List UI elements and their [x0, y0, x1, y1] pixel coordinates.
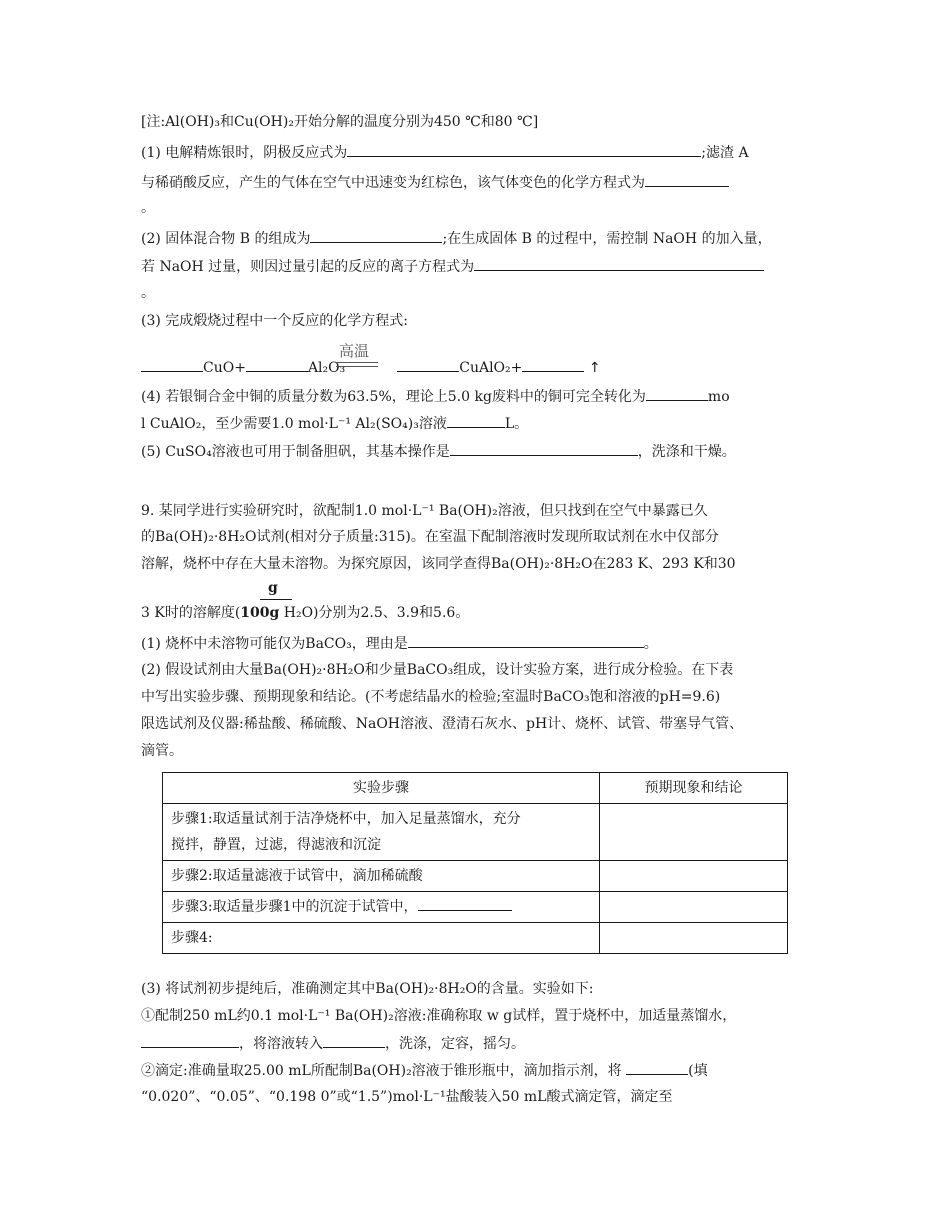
q9-line2: 的Ba(OH)₂·8H₂O试剂(相对分子质量:315)。在室温下配制溶液时发现所取试剂在水中仅部分 — [141, 529, 719, 545]
table-cell-conclusion3[interactable] — [600, 892, 788, 923]
q8-part2-text-b: ;在生成固体 B 的过程中，需控制 NaOH 的加入量， — [442, 231, 772, 247]
q9-part1-end: 。 — [643, 636, 658, 652]
fraction-numerator: g — [268, 580, 278, 596]
table-cell-conclusion2[interactable] — [600, 861, 788, 892]
step3-blank[interactable] — [418, 896, 512, 911]
gas-up-arrow-icon: ↑ — [584, 360, 601, 376]
q9-part3-text-c1: ，将溶液转入 — [239, 1036, 323, 1052]
q8-part4-text-a: (4) 若银铜合金中铜的质量分数为63.5%，理论上5.0 kg废料中的铜可完全转化为 — [141, 389, 646, 405]
eq-double-bar — [336, 362, 378, 367]
q8-part1-text-b: ;滤渣 A — [701, 145, 749, 161]
experiment-table — [162, 772, 788, 954]
eq-cualo2: CuAlO₂+ — [459, 360, 523, 376]
q9-line1: 9. 某同学进行实验研究时，欲配制1.0 mol·L⁻¹ Ba(OH)₂溶液，但只找到在空气中暴露已久 — [141, 503, 708, 519]
q9-part3-line3 — [141, 1033, 525, 1054]
fraction-bar — [260, 599, 292, 600]
eq-condition-label: 高温 — [339, 342, 370, 360]
table-cell-step2: 步骤2:取适量滤液于试管中，滴加稀硫酸 — [163, 861, 600, 892]
q9-part3-line2: ①配制250 mL约0.1 mol·L⁻¹ Ba(OH)₂溶液:准确称取 w g试样，置于烧杯中，加适量蒸馏水， — [141, 1008, 737, 1024]
table-row — [163, 892, 788, 923]
q9-part2-line4: 滴管。 — [141, 743, 183, 759]
q8-part2-blank-ionic[interactable] — [474, 256, 764, 271]
table-row — [163, 923, 788, 954]
q9-part3-line4 — [141, 1060, 708, 1081]
step3-text: 步骤3:取适量步骤1中的沉淀于试管中， — [171, 899, 418, 915]
q9-part2-line2: 中写出实验步骤、预期现象和结论。(不考虑结晶水的检验;室温时BaCO₃饱和溶液的pH=9.6) — [141, 689, 721, 705]
q8-part3-text: (3) 完成煅烧过程中一个反应的化学方程式: — [141, 313, 408, 329]
q9-line4-text-b: H₂O)分别为2.5、3.9和5.6。 — [279, 605, 470, 621]
q9-part1-blank-reason[interactable] — [408, 633, 644, 648]
table-row — [163, 861, 788, 892]
q9-part1-text: (1) 烧杯中未溶物可能仅为BaCO₃，理由是 — [141, 636, 408, 652]
table-cell-conclusion1[interactable] — [600, 804, 788, 861]
q8-part1-end: 。 — [141, 200, 155, 216]
q8-part1-text-c: 与稀硝酸反应，产生的气体在空气中迅速变为红棕色，该气体变色的化学方程式为 — [141, 175, 645, 191]
q8-part4-text-d: L。 — [504, 416, 529, 432]
eq-al2o3: Al₂O₃ — [307, 360, 346, 376]
table-cell-step1 — [163, 804, 600, 861]
q9-part3-line5: “0.020”、“0.05”、“0.198 0”或“1.5”)mol·L⁻¹盐酸装入50 mL酸式滴定管，滴定至 — [141, 1089, 673, 1105]
q9-line4-text-a: 3 K时的溶解度( — [141, 605, 241, 621]
q8-part2-end: 。 — [141, 285, 155, 301]
q9-part1-line — [141, 633, 658, 654]
q8-part1-blank-equation[interactable] — [645, 172, 729, 187]
eq-cuo: CuO+ — [203, 360, 246, 376]
q8-part1-line1 — [141, 142, 749, 163]
q8-part4-line1 — [141, 386, 730, 407]
fraction-denominator: 100g — [240, 605, 280, 621]
table-row — [163, 804, 788, 861]
q8-part5-text-a: (5) CuSO₄溶液也可用于制备胆矾，其基本操作是 — [141, 444, 450, 460]
q9-line3: 溶解，烧杯中存在大量未溶物。为探究原因，该同学查得Ba(OH)₂·8H₂O在283 K、293 K和30 — [141, 556, 736, 572]
step1-line2: 搅拌，静置，过滤，得滤液和沉淀 — [171, 837, 381, 853]
eq-blank-al2o3[interactable] — [246, 357, 308, 372]
q8-part4-line2 — [141, 413, 528, 434]
table-cell-conclusion4[interactable] — [600, 923, 788, 954]
eq-blank-cuo[interactable] — [141, 357, 203, 372]
table-header-steps: 实验步骤 — [163, 773, 600, 804]
table-header-conclusion: 预期现象和结论 — [600, 773, 788, 804]
q8-part2-blank-composition[interactable] — [310, 228, 442, 243]
q9-part2-line1: (2) 假设试剂由大量Ba(OH)₂·8H₂O和少量BaCO₃组成，设计实验方案，进行成分检验。在下表 — [141, 662, 734, 678]
q8-part4-blank-mol[interactable] — [646, 386, 708, 401]
q8-part5-text-b: ，洗涤和干燥。 — [637, 444, 736, 460]
q9-line4 — [141, 603, 469, 623]
q8-part1-blank-cathode[interactable] — [347, 142, 701, 157]
note-line: [注:Al(OH)₃和Cu(OH)₂开始分解的温度分别为450 ℃和80 ℃] — [141, 114, 539, 130]
q8-part2-line1 — [141, 228, 772, 249]
q8-part1-text-a: (1) 电解精炼银时，阴极反应式为 — [141, 145, 348, 161]
q9-part3-text-c2: ，洗涤，定容，摇匀。 — [385, 1036, 525, 1052]
eq-blank-cualo2[interactable] — [397, 357, 459, 372]
table-cell-step4: 步骤4: — [163, 923, 600, 954]
q9-part3-blank-operation[interactable] — [141, 1033, 239, 1048]
q8-part4-blank-volume[interactable] — [447, 413, 505, 428]
q9-part2-line3: 限选试剂及仪器:稀盐酸、稀硫酸、NaOH溶液、澄清石灰水、pH计、烧杯、试管、带塞导气管、 — [141, 716, 744, 732]
q8-part2-text-a: (2) 固体混合物 B 的组成为 — [141, 231, 311, 247]
q9-part3-text-d2: (填 — [688, 1063, 708, 1079]
q9-part3-blank-container[interactable] — [323, 1033, 385, 1048]
table-cell-step3 — [163, 892, 600, 923]
q8-part5-line — [141, 441, 736, 462]
q8-part4-text-b: mo — [707, 389, 730, 405]
table-header-row — [163, 773, 788, 804]
step1-line1: 步骤1:取适量试剂于洁净烧杯中，加入足量蒸馏水，充分 — [171, 811, 521, 827]
q9-part3-text-d1: ②滴定:准确量取25.00 mL所配制Ba(OH)₂溶液于锥形瓶中，滴加指示剂，将 — [141, 1063, 627, 1079]
q8-part2-text-c: 若 NaOH 过量，则因过量引起的反应的离子方程式为 — [141, 259, 475, 275]
q9-part3-blank-concentration[interactable] — [626, 1060, 688, 1075]
q8-part3-equation — [141, 357, 601, 378]
eq-blank-gas[interactable] — [522, 357, 584, 372]
q8-part5-blank-operation[interactable] — [450, 441, 638, 456]
q9-part3-line1: (3) 将试剂初步提纯后，准确测定其中Ba(OH)₂·8H₂O的含量。实验如下: — [141, 981, 594, 997]
q8-part1-line2 — [141, 172, 729, 193]
q8-part2-line2 — [141, 256, 764, 277]
q8-part4-text-c: l CuAlO₂，至少需要1.0 mol·L⁻¹ Al₂(SO₄)₃溶液 — [141, 416, 447, 432]
